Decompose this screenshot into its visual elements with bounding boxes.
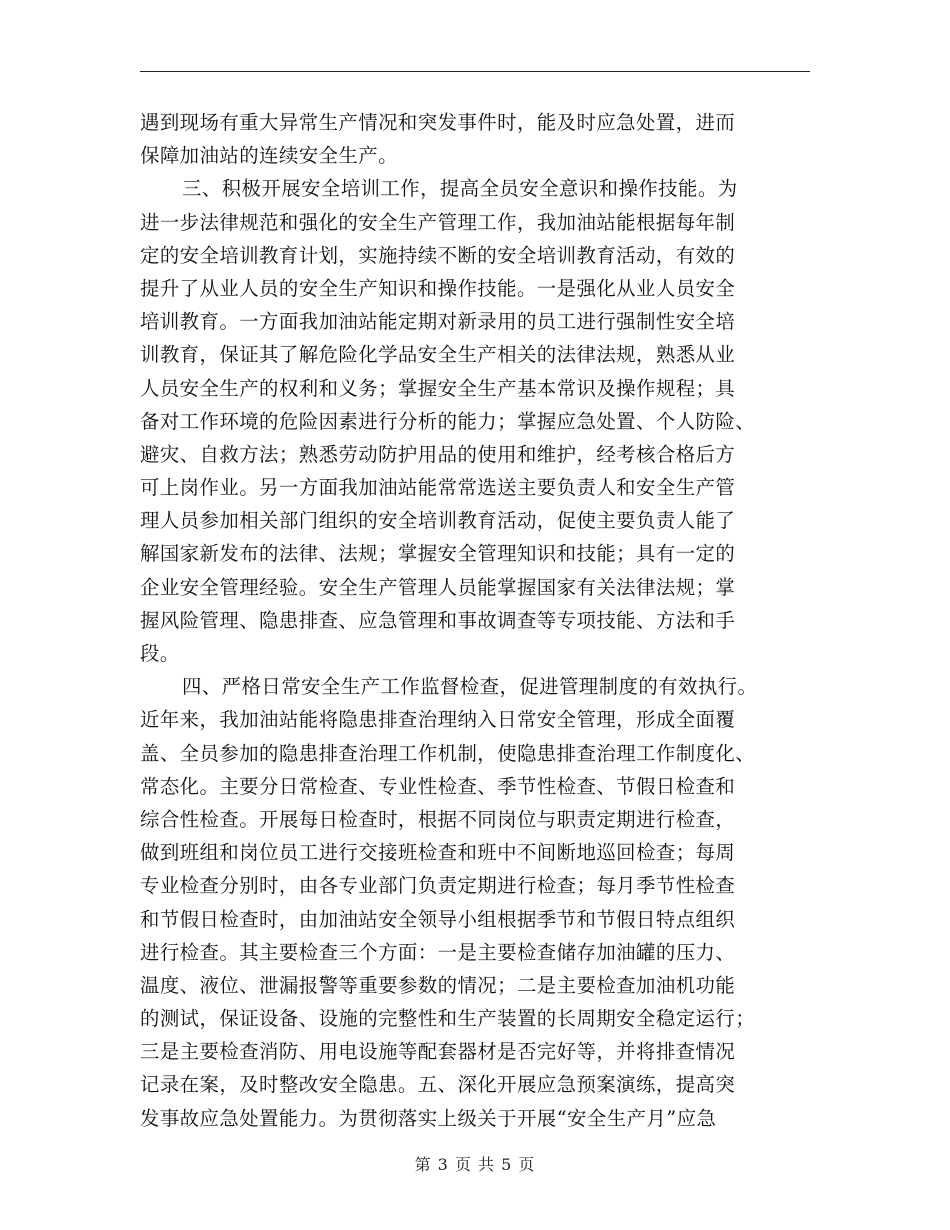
text-line: 近年来，我加油站能将隐患排查治理纳入日常安全管理，形成全面覆: [140, 708, 736, 732]
text-line: 的测试，保证设备、设施的完整性和生产装置的长周期安全稳定运行；: [140, 1007, 756, 1031]
text-line: 四、严格日常安全生产工作监督检查，促进管理制度的有效执行。: [182, 675, 758, 699]
text-line: 保障加油站的连续安全生产。: [140, 144, 398, 168]
text-line: 握风险管理、隐患排查、应急管理和事故调查等专项技能、方法和手: [140, 608, 736, 632]
text-line: 进一步法律规范和强化的安全生产管理工作，我加油站能根据每年制: [140, 210, 736, 234]
text-line: 盖、全员参加的隐患排查治理工作机制，使隐患排查治理工作制度化、: [140, 741, 756, 765]
text-line: 人员安全生产的权利和义务；掌握安全生产基本常识及操作规程；具: [140, 376, 736, 400]
page-number: 第 3 页 共 5 页: [414, 1155, 536, 1174]
text-line: 段。: [140, 642, 180, 665]
text-line: 温度、液位、泄漏报警等重要参数的情况；二是主要检查加油机功能: [140, 973, 736, 997]
text-line: 进行检查。其主要检查三个方面：一是主要检查储存加油罐的压力、: [140, 940, 736, 964]
text-line: 可上岗作业。另一方面我加油站能常常选送主要负责人和安全生产管: [140, 476, 736, 500]
text-line: 和节假日检查时，由加油站安全领导小组根据季节和节假日特点组织: [140, 907, 736, 931]
text-line: 培训教育。一方面我加油站能定期对新录用的员工进行强制性安全培: [140, 310, 736, 334]
text-line: 专业检查分别时，由各专业部门负责定期进行检查；每月季节性检查: [140, 874, 736, 898]
text-line: 备对工作环境的危险因素进行分析的能力；掌握应急处置、个人防险、: [140, 409, 756, 433]
text-line: 做到班组和岗位员工进行交接班检查和班中不间断地巡回检查；每周: [140, 841, 736, 865]
text-line: 定的安全培训教育计划，实施持续不断的安全培训教育活动，有效的: [140, 243, 736, 267]
text-line: 记录在案，及时整改安全隐患。五、深化开展应急预案演练，提高突: [140, 1073, 736, 1097]
text-line: 发事故应急处置能力。为贯彻落实上级关于开展“安全生产月”应急: [140, 1106, 717, 1130]
text-line: 三、积极开展安全培训工作，提高全员安全意识和操作技能。为: [182, 177, 738, 201]
header-rule: [140, 71, 810, 72]
text-line: 避灾、自救方法；熟悉劳动防护用品的使用和维护，经考核合格后方: [140, 442, 736, 466]
text-line: 解国家新发布的法律、法规；掌握安全管理知识和技能；具有一定的: [140, 542, 736, 566]
text-line: 理人员参加相关部门组织的安全培训教育活动，促使主要负责人能了: [140, 509, 736, 533]
body-text: [140, 106, 810, 1135]
text-line: 提升了从业人员的安全生产知识和操作技能。一是强化从业人员安全: [140, 276, 736, 300]
text-line: 遇到现场有重大异常生产情况和突发事件时，能及时应急处置，进而: [140, 111, 736, 134]
text-line: 企业安全管理经验。安全生产管理人员能掌握国家有关法律法规；掌: [140, 575, 736, 599]
text-line: 常态化。主要分日常检查、专业性检查、季节性检查、节假日检查和: [140, 774, 736, 798]
text-line: 综合性检查。开展每日检查时，根据不同岗位与职责定期进行检查，: [140, 807, 736, 831]
text-line: 训教育，保证其了解危险化学品安全生产相关的法律法规，熟悉从业: [140, 343, 736, 367]
text-line: 三是主要检查消防、用电设施等配套器材是否完好等，并将排查情况: [140, 1040, 736, 1064]
